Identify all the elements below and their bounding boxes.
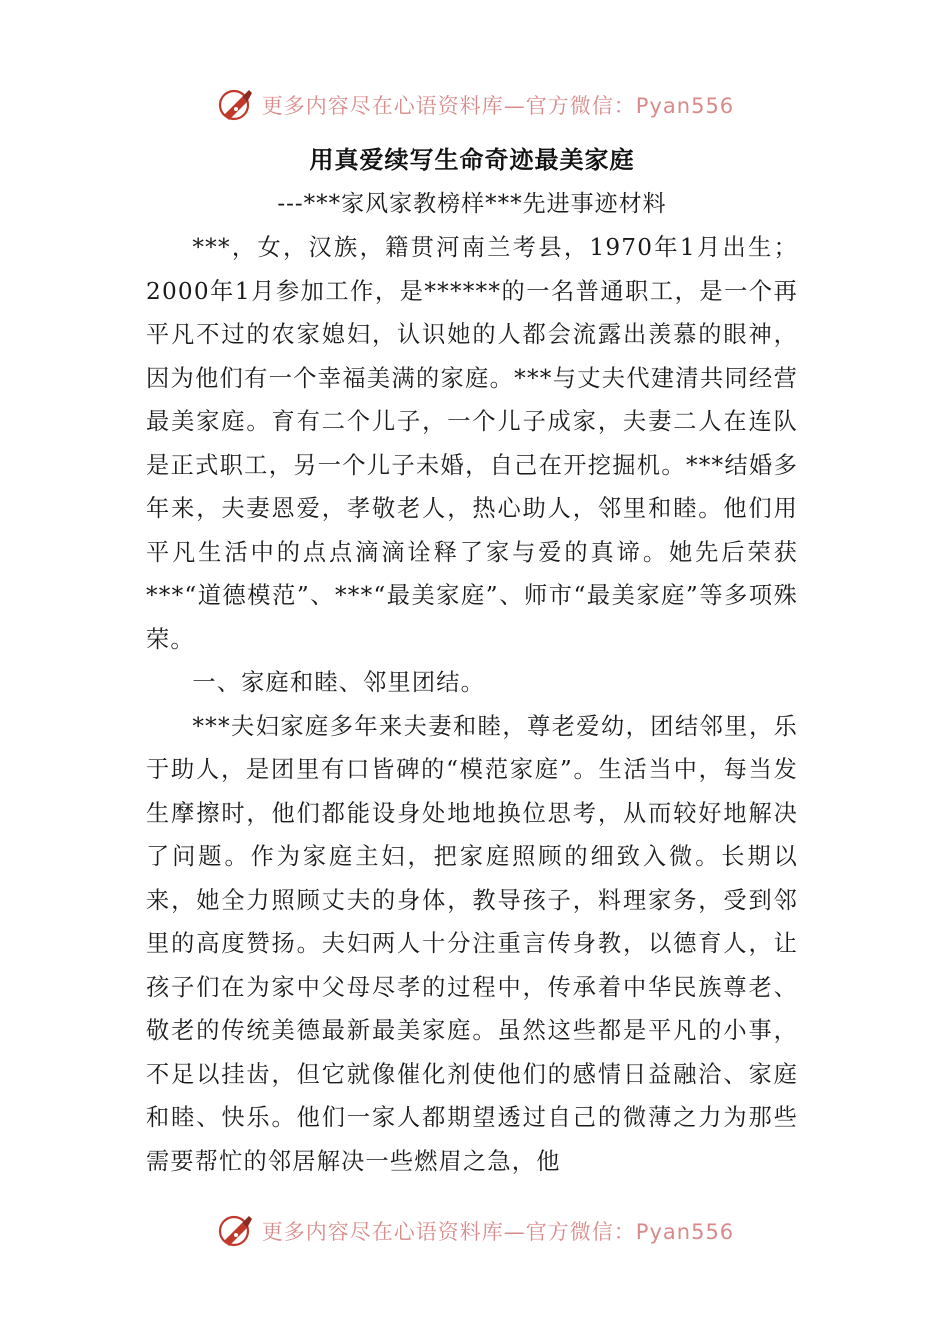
header-watermark-banner xyxy=(0,80,950,130)
paragraph-section-1: ***夫妇家庭多年来夫妻和睦，尊老爱幼，团结邻里，乐于助人，是团里有口皆碑的“模范家庭”。生活当中，每当发生摩擦时，他们都能设身处地地换位思考，从而较好地解决了问题。作为家庭主妇，把家庭照顾的细致入微。长期以来，她全力照顾丈夫的身体，教导孩子，料理家务，受到邻里的高度赞扬。夫妇两人十分注重言传身教，以德育人，让孩子们在为家中父母尽孝的过程中，传承着中华民族尊老、敬老的传统美德最新最美家庭。虽然这些都是平凡的小事，不足以挂齿，但它就像催化剂使他们的感情日益融洽、家庭和睦、快乐。他们一家人都期望透过自己的微薄之力为那些需要帮忙的邻居解决一些燃眉之急，他 xyxy=(146,712,798,1175)
paragraph-intro: ***，女，汉族，籍贯河南兰考县，1970年1月出生；2000年1月参加工作，是******的一名普通职工，是一个再平凡不过的农家媳妇，认识她的人都会流露出羡慕的眼神，因为他们有一个幸福美满的家庭。***与丈夫代建清共同经营最美家庭。育有二个儿子，一个儿子成家，夫妻二人在连队是正式职工，另一个儿子未婚，自己在开挖掘机。***结婚多年来，夫妻恩爱，孝敬老人，热心助人，邻里和睦。他们用平凡生活中的点点滴滴诠释了家与爱的真谛。她先后荣获***“道德模范”、***“最美家庭”、师市“最美家庭”等多项殊荣。 xyxy=(146,234,798,653)
document-title: 用真爱续写生命奇迹最美家庭 xyxy=(309,145,635,174)
watermark-text: 更多内容尽在心语资料库—官方微信：Pyan556 xyxy=(261,1220,735,1244)
pen-nib-logo-icon xyxy=(216,1211,256,1251)
pen-nib-logo-icon xyxy=(216,85,256,125)
watermark-text: 更多内容尽在心语资料库—官方微信：Pyan556 xyxy=(261,94,735,118)
footer-watermark-banner xyxy=(0,1206,950,1256)
section-heading-1: 一、家庭和睦、邻里团结。 xyxy=(192,669,486,696)
document-subtitle: ---***家风家教榜样***先进事迹材料 xyxy=(277,191,667,217)
document-body xyxy=(146,138,798,1183)
